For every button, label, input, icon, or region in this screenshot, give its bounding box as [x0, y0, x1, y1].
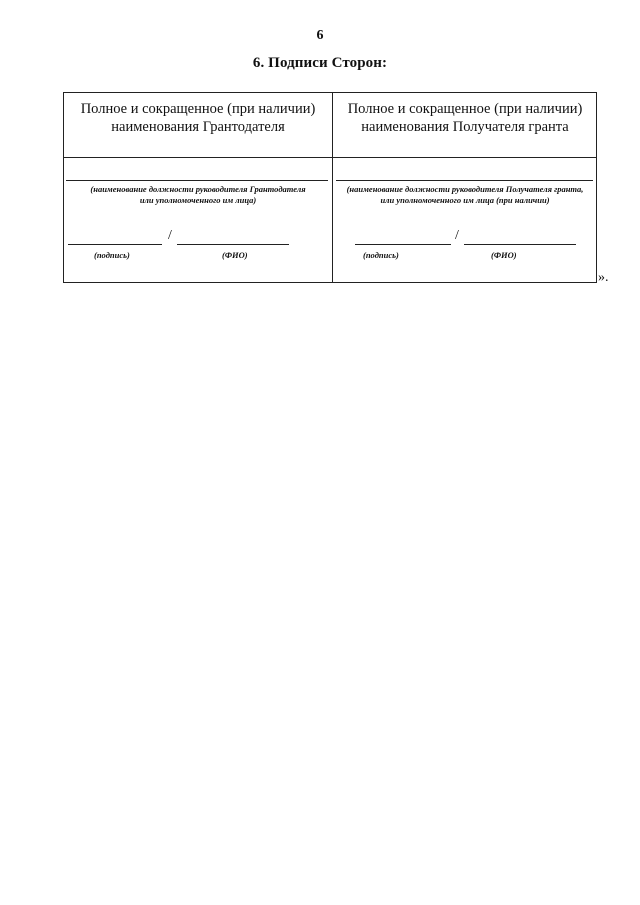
recipient-signature-line	[355, 244, 451, 245]
grantor-signature-label: (подпись)	[94, 250, 130, 260]
grantor-position-caption	[64, 184, 332, 206]
grantor-slash: /	[168, 228, 172, 243]
recipient-position-line	[336, 180, 593, 181]
recipient-column	[332, 93, 597, 282]
recipient-header-line2: наименования Получателя гранта	[361, 119, 569, 135]
recipient-name-line	[464, 244, 576, 245]
recipient-header	[333, 93, 597, 158]
grantor-name-line	[177, 244, 289, 245]
section-title: 6. Подписи Сторон:	[252, 55, 388, 71]
grantor-column	[64, 93, 332, 282]
grantor-signature-line	[68, 244, 162, 245]
recipient-header-line1: Полное и сокращенное (при наличии)	[347, 101, 583, 117]
recipient-slash: /	[455, 228, 459, 243]
grantor-position-line	[66, 180, 328, 181]
grantor-header	[64, 93, 332, 158]
recipient-position-caption-line1: (наименование должности руководителя Получателя гранта,	[346, 184, 584, 194]
grantor-name-label: (ФИО)	[222, 250, 248, 260]
closing-quote: ».	[598, 270, 609, 285]
recipient-name-label: (ФИО)	[491, 250, 517, 260]
recipient-position-caption	[333, 184, 597, 206]
grantor-position-caption-line1: (наименование должности руководителя Грантодателя	[90, 184, 306, 194]
grantor-position-caption-line2: или уполномоченного им лица)	[139, 195, 257, 205]
recipient-signature-label: (подпись)	[363, 250, 399, 260]
signatures-table	[63, 92, 597, 283]
page-number: 6	[316, 28, 324, 43]
recipient-position-caption-line2: или уполномоченного им лица (при наличии)	[380, 195, 550, 205]
grantor-header-line1: Полное и сокращенное (при наличии)	[80, 101, 316, 117]
grantor-header-line2: наименования Грантодателя	[111, 119, 285, 135]
